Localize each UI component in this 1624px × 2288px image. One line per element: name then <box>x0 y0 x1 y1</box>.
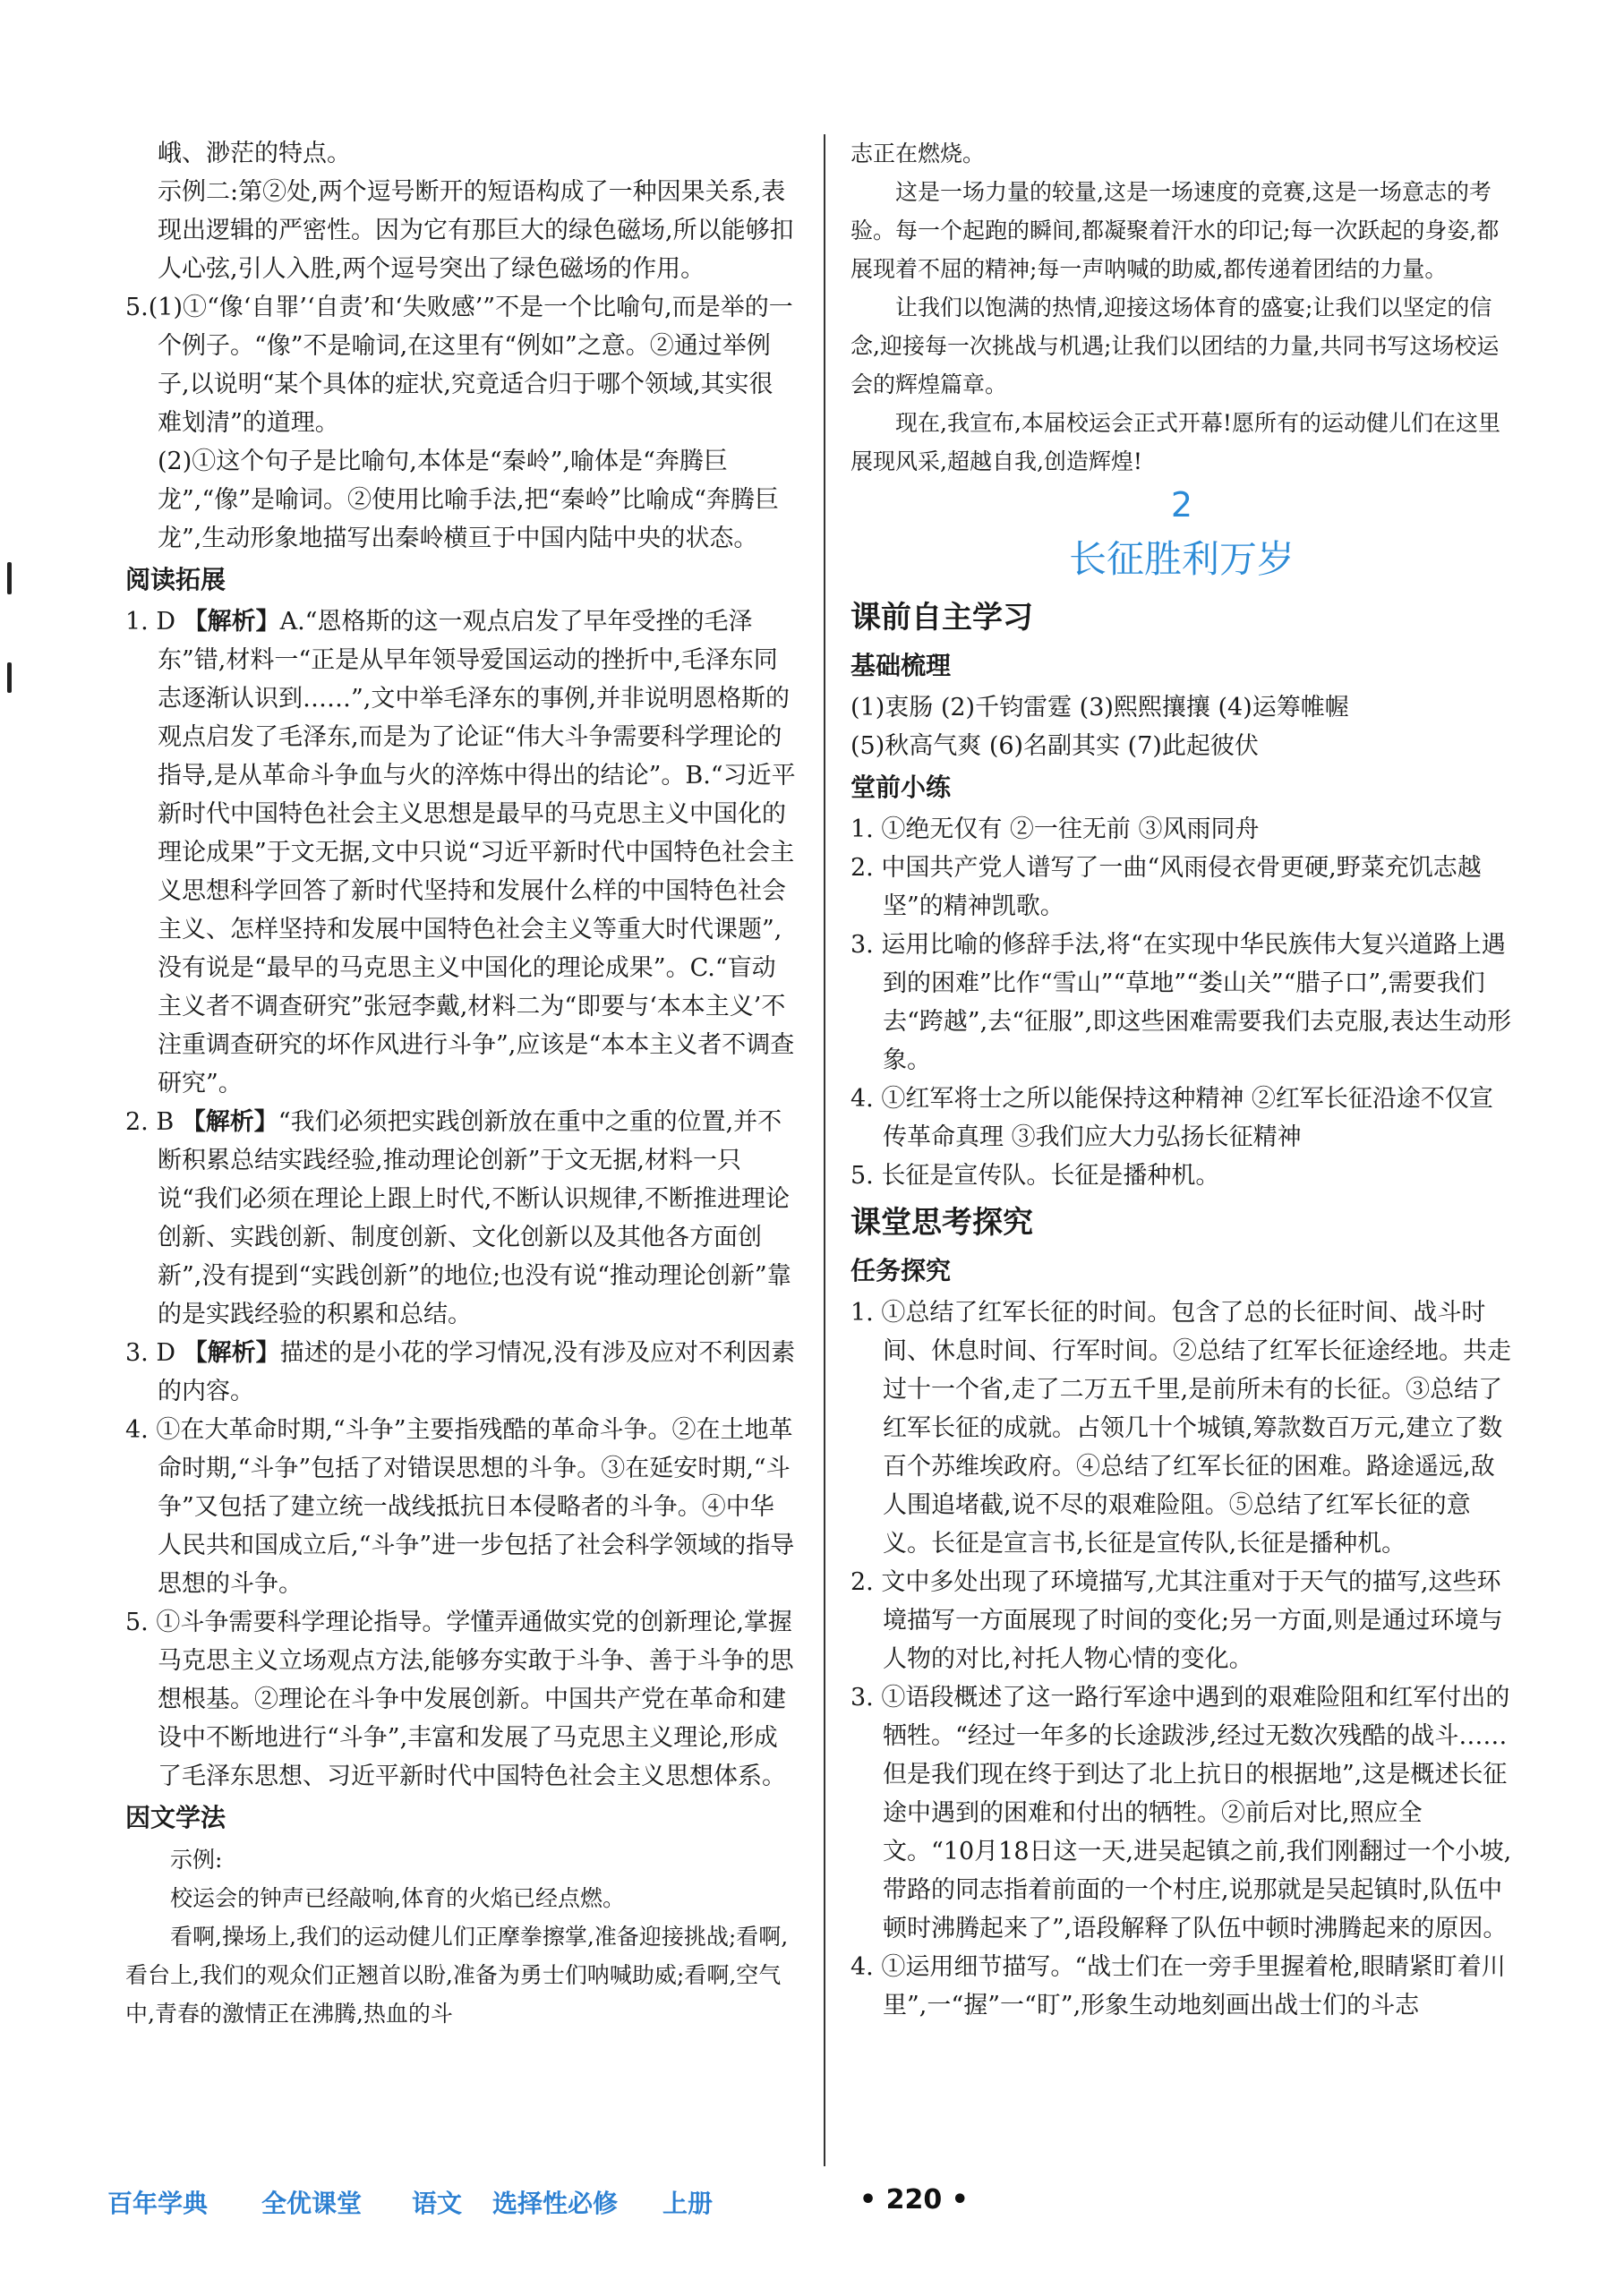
text-paragraph: 示例二:第②处,两个逗号断开的短语构成了一种因果关系,表现出逻辑的严密性。因为它有那巨大的绿色磁场,所以能够扣人心弦,引人入胜,两个逗号突出了绿色磁场的作用。 <box>158 178 794 283</box>
footer-series: 全优课堂 <box>261 2189 363 2218</box>
section-heading: 课堂思考探究 <box>850 1205 1033 1241</box>
answer-item: 4. ①红军将士之所以能保持这种精神 ②红军长征沿途不仅宣传革命真理 ③我们应大力弘扬长征精神 <box>850 1085 1493 1151</box>
answer-item: 2. 中国共产党人谱写了一曲“风雨侵衣骨更硬,野菜充饥志越坚”的精神凯歌。 <box>850 854 1482 920</box>
answer-item: 5. ①斗争需要科学理论指导。学懂弄通做实党的创新理论,掌握马克思主义立场观点方法,能够夯实敢于斗争、善于斗争的思想根基。②理论在斗争中发展创新。中国共产党在革命和建设中不断地进行“斗争”,丰富和发展了马克思主义理论,形成了毛泽东思想、习近平新时代中国特色社会主义思想体系。 <box>125 1609 794 1790</box>
answer-item: (1)衷肠 (2)千钧雷霆 (3)熙熙攘攘 (4)运筹帷幄 <box>850 694 1349 721</box>
answer-item: 3. 运用比喻的修辞手法,将“在实现中华民族伟大复兴道路上遇到的困难”比作“雪山”“草地”“娄山关”“腊子口”,需要我们去“跨越”,去“征服”,即这些困难需要我们去克服,表达生动形象。 <box>850 931 1511 1074</box>
lesson-number: 2 <box>1170 485 1193 525</box>
footer-volume: 上册 <box>662 2189 714 2218</box>
answer-item: (5)秋高气爽 (6)名副其实 (7)此起彼伏 <box>850 732 1259 760</box>
section-heading: 因文学法 <box>125 1803 227 1832</box>
answer-item: 3. ①语段概述了这一路行军途中遇到的艰难险阻和红军付出的牺牲。“经过一年多的长途跋涉,经过无数次残酷的战斗……但是我们现在终于到达了北上抗日的根据地”,这是概述长征途中遇到的困难和付出的牺牲。②前后对比,照应全文。“10月18日这一天,进吴起镇之前,我们刚翻过一个小坡,带路的同志指着前面的一个村庄,说那就是吴起镇时,队伍中顿时沸腾起来了”,语段解释了队伍中顿时沸腾起来的原因。 <box>850 1684 1512 1942</box>
column-divider <box>824 134 825 2166</box>
text-paragraph: (2)①这个句子是比喻句,本体是“秦岭”,喻体是“奔腾巨龙”,“像”是喻词。②使用比喻手法,把“秦岭”比喻成“奔腾巨龙”,生动形象地描写出秦岭横亘于中国内陆中央的状态。 <box>158 448 779 552</box>
answer-item: 4. ①运用细节描写。“战士们在一旁手里握着枪,眼睛紧盯着川里”,一“握”一“盯”,形象生动地刻画出战士们的斗志 <box>850 1953 1506 2019</box>
lesson-title: 长征胜利万岁 <box>1068 537 1295 581</box>
answer-item: 2. 文中多处出现了环境描写,尤其注重对于天气的描写,这些环境描写一方面展现了时间的变化;另一方面,则是通过环境与人物的对比,衬托人物心情的变化。 <box>850 1568 1503 1673</box>
section-heading: 阅读拓展 <box>125 565 227 594</box>
answer-item <box>125 1103 797 1334</box>
text-paragraph: 峨、渺茫的特点。 <box>158 140 351 167</box>
footer-brand: 百年学典 <box>107 2189 209 2218</box>
answer-item: 1. ①总结了红军长征的时间。包含了总的长征时间、战斗时间、休息时间、行军时间。②总结了红军长征途经地。共走过十一个省,走了二万五千里,是前所未有的长征。③总结了红军长征的成就。占领几十个城镇,筹款数百万元,建立了数百个苏维埃政府。④总结了红军长征的困难。路途遥远,敌人围追堵截,说不尽的艰难险阻。⑤总结了红军长征的意义。长征是宣言书,长征是宣传队,长征是播种机。 <box>850 1299 1511 1558</box>
analysis-tag: 【解析】 <box>183 608 280 636</box>
page-footer <box>107 2184 1540 2225</box>
answer-item <box>125 602 797 1103</box>
example-label: 示例: <box>170 1847 223 1873</box>
subsection-heading: 堂前小练 <box>850 773 952 802</box>
answer-text: “我们必须把实践创新放在重中之重的位置,并不断积累总结实践经验,推动理论创新”于文无据,材料一只说“我们必须在理论上跟上时代,不断认识规律,不断推进理论创新、实践创新、制度创新、文化创新以及其他各方面创新”,没有提到“实践创新”的地位;也没有说“推动理论创新”靠的是实践经验的积累和总结。 <box>158 1108 791 1328</box>
answer-item: 5.(1)①“像‘自罪’‘自责’和‘失败感’”不是一个比喻句,而是举的一个例子。“像”不是喻词,在这里有“例如”之意。②通过举例子,以说明“某个具体的症状,究竟适合归于哪个领域,其实很难划清”的道理。 <box>125 294 793 437</box>
example-paragraph: 校运会的钟声已经敲响,体育的火焰已经点燃。 <box>170 1885 625 1911</box>
scan-mark <box>7 562 12 594</box>
example-paragraph: 这是一场力量的较量,这是一场速度的竞赛,这是一场意志的考验。每一个起跑的瞬间,都凝聚着汗水的印记;每一次跃起的身姿,都展现着不屈的精神;每一声呐喊的助威,都传递着团结的力量。 <box>850 179 1500 282</box>
answer-item: 5. 长征是宣传队。长征是播种机。 <box>850 1162 1220 1190</box>
answer-item: 1. ①绝无仅有 ②一往无前 ③风雨同舟 <box>850 815 1260 843</box>
section-heading: 课前自主学习 <box>850 600 1033 636</box>
answer-label: 3. D <box>125 1339 175 1367</box>
right-column <box>850 134 1513 2025</box>
footer-book: 选择性必修 <box>492 2189 619 2218</box>
answer-label: 2. B <box>125 1108 175 1136</box>
subsection-heading: 任务探究 <box>850 1256 952 1285</box>
left-column <box>125 134 797 2033</box>
answer-item <box>125 1334 797 1411</box>
subsection-heading: 基础梳理 <box>850 651 952 680</box>
analysis-tag: 【解析】 <box>183 1339 280 1367</box>
example-paragraph: 现在,我宣布,本届校运会正式开幕!愿所有的运动健儿们在这里展现风采,超越自我,创造辉煌! <box>850 410 1500 474</box>
answer-text: A.“恩格斯的这一观点启发了早年受挫的毛泽东”错,材料一“正是从早年领导爱国运动的挫折中,毛泽东同志逐渐认识到……”,文中举毛泽东的事例,并非说明恩格斯的观点启发了毛泽东,而是为了论证“伟大斗争需要科学理论的指导,是从革命斗争血与火的淬炼中得出的结论”。B.“习近平新时代中国特色社会主义思想是最早的马克思主义中国化的理论成果”于文无据,文中只说“习近平新时代中国特色社会主义思想科学回答了新时代坚持和发展什么样的中国特色社会主义、怎样坚持和发展中国特色社会主义等重大时代课题”,没有说是“最早的马克思主义中国化的理论成果”。C.“盲动主义者不调查研究”张冠李戴,材料二为“即要与‘本本主义’不注重调查研究的坏作风进行斗争”,应该是“本本主义者不调查研究”。 <box>158 608 796 1097</box>
answer-item: 4. ①在大革命时期,“斗争”主要指残酷的革命斗争。②在土地革命时期,“斗争”包括了对错误思想的斗争。③在延安时期,“斗争”又包括了建立统一战线抵抗日本侵略者的斗争。④中华人民共和国成立后,“斗争”进一步包括了社会科学领域的指导思想的斗争。 <box>125 1416 795 1598</box>
example-paragraph: 看啊,操场上,我们的运动健儿们正摩拳擦掌,准备迎接挑战;看啊,看台上,我们的观众们正翘首以盼,准备为勇士们呐喊助威;看啊,空气中,青春的激情正在沸腾,热血的斗 <box>125 1924 789 2027</box>
analysis-tag: 【解析】 <box>181 1108 278 1136</box>
scan-mark <box>7 662 12 693</box>
example-paragraph: 志正在燃烧。 <box>850 141 986 166</box>
example-paragraph: 让我们以饱满的热情,迎接这场体育的盛宴;让我们以坚定的信念,迎接每一次挑战与机遇;让我们以团结的力量,共同书写这场校运会的辉煌篇章。 <box>850 295 1500 397</box>
answer-label: 1. D <box>125 608 175 636</box>
page-number: • 220 • <box>859 2184 969 2215</box>
answer-text: 描述的是小花的学习情况,没有涉及应对不利因素的内容。 <box>158 1339 796 1405</box>
footer-subject: 语文 <box>412 2189 463 2218</box>
